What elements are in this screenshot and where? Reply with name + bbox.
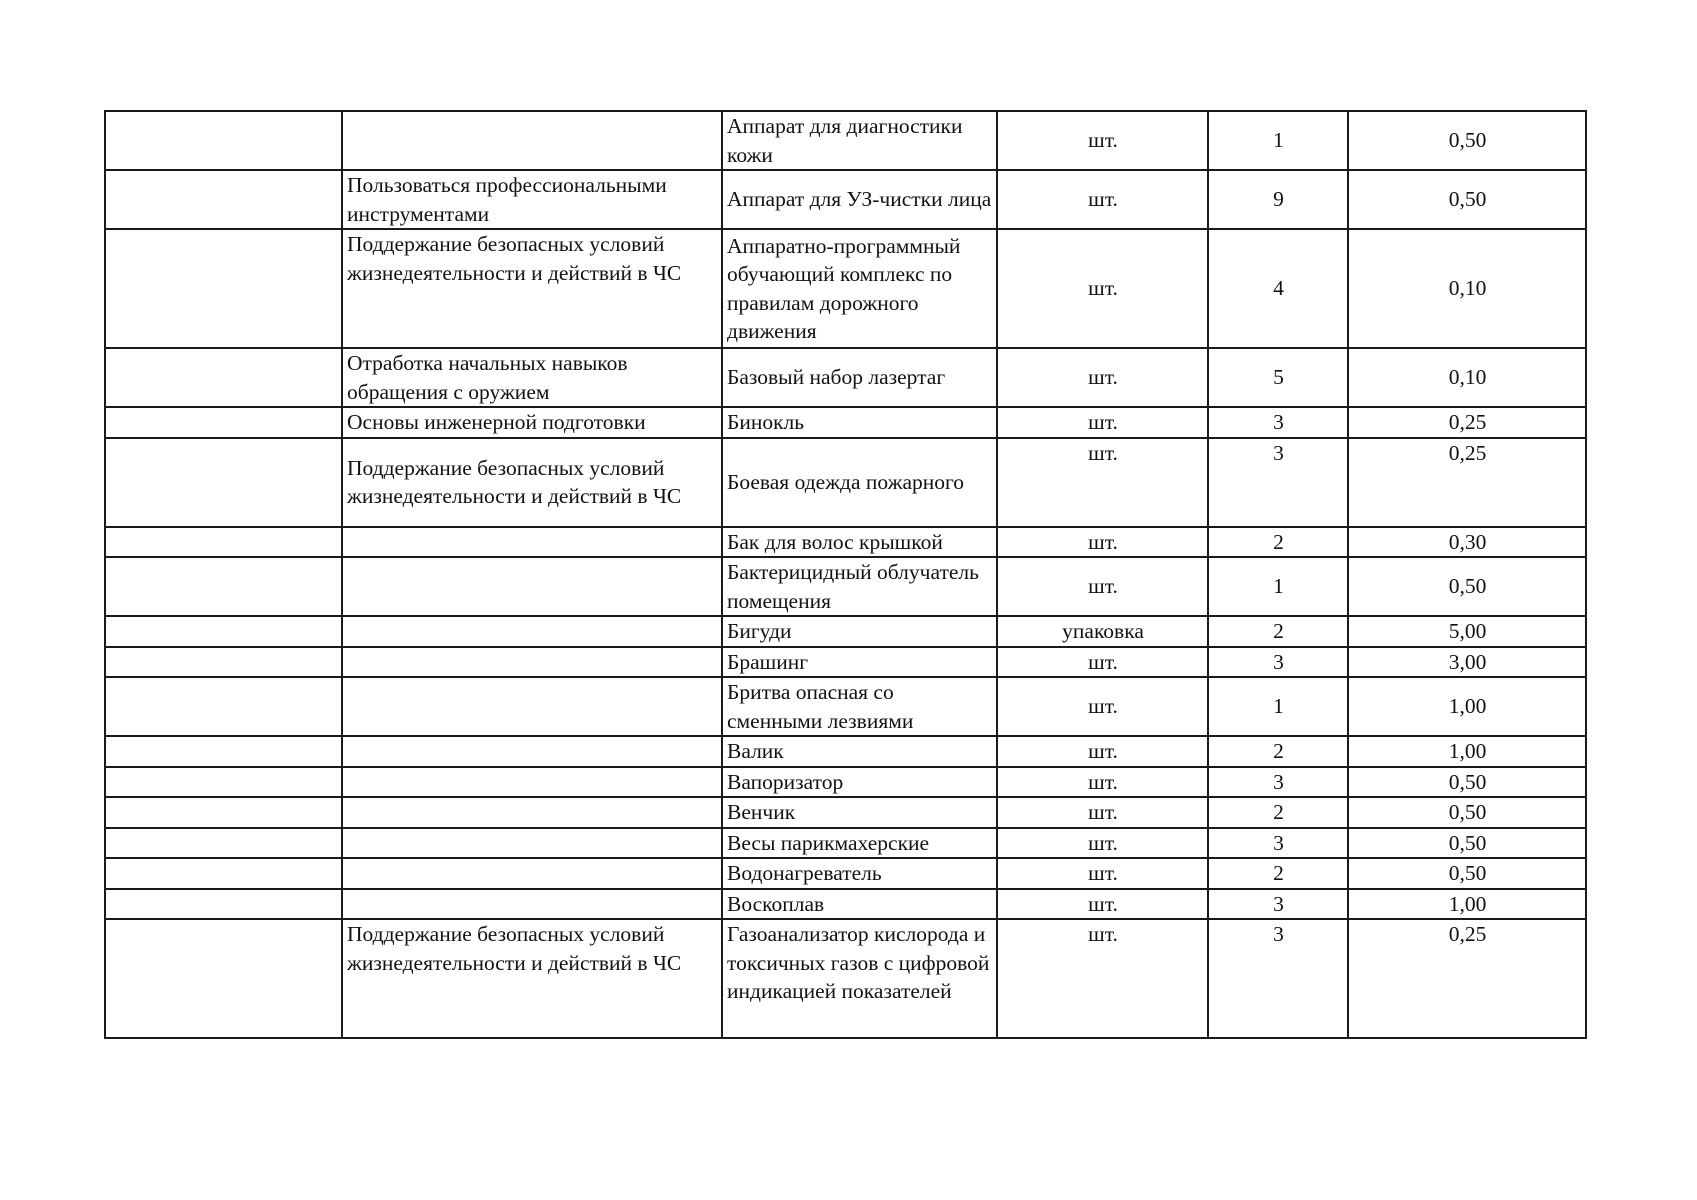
unit-cell: шт.	[997, 736, 1208, 767]
coefficient-cell: 0,50	[1348, 170, 1586, 229]
activity-cell: Пользоваться профессиональными инструментами	[342, 170, 722, 229]
activity-cell	[342, 828, 722, 859]
table-row	[105, 438, 1586, 527]
blank-cell	[105, 828, 342, 859]
coefficient-cell: 1,00	[1348, 677, 1586, 736]
unit-cell: шт.	[997, 828, 1208, 859]
activity-cell	[342, 111, 722, 170]
blank-cell	[105, 438, 342, 527]
quantity-cell: 3	[1208, 889, 1348, 920]
item-name-cell: Весы парикмахерские	[722, 828, 997, 859]
activity-cell: Отработка начальных навыков обращения с оружием	[342, 348, 722, 407]
blank-cell	[105, 767, 342, 798]
table-row	[105, 111, 1586, 170]
coefficient-cell: 1,00	[1348, 736, 1586, 767]
activity-cell	[342, 557, 722, 616]
coefficient-cell: 0,50	[1348, 767, 1586, 798]
blank-cell	[105, 111, 342, 170]
coefficient-cell: 0,10	[1348, 229, 1586, 348]
unit-cell: шт.	[997, 889, 1208, 920]
activity-cell	[342, 767, 722, 798]
item-name-cell: Бактерицидный облучатель помещения	[722, 557, 997, 616]
unit-cell: шт.	[997, 348, 1208, 407]
blank-cell	[105, 557, 342, 616]
unit-cell: шт.	[997, 229, 1208, 348]
item-name-cell: Водонагреватель	[722, 858, 997, 889]
item-name-cell: Венчик	[722, 797, 997, 828]
table-row	[105, 348, 1586, 407]
blank-cell	[105, 919, 342, 1038]
unit-cell: шт.	[997, 858, 1208, 889]
item-name-cell: Брашинг	[722, 647, 997, 678]
quantity-cell: 1	[1208, 111, 1348, 170]
item-name-cell: Газоанализатор кислорода и токсичных газов с цифровой индикацией показателей	[722, 919, 997, 1038]
item-name-cell: Бритва опасная со сменными лезвиями	[722, 677, 997, 736]
coefficient-cell: 0,50	[1348, 557, 1586, 616]
table-row	[105, 828, 1586, 859]
table-row	[105, 736, 1586, 767]
quantity-cell: 2	[1208, 616, 1348, 647]
item-name-cell: Валик	[722, 736, 997, 767]
activity-cell	[342, 858, 722, 889]
quantity-cell: 3	[1208, 767, 1348, 798]
activity-cell	[342, 677, 722, 736]
activity-cell	[342, 647, 722, 678]
coefficient-cell: 0,50	[1348, 797, 1586, 828]
coefficient-cell: 0,50	[1348, 828, 1586, 859]
unit-cell: шт.	[997, 557, 1208, 616]
quantity-cell: 3	[1208, 438, 1348, 527]
coefficient-cell: 0,30	[1348, 527, 1586, 558]
item-name-cell: Аппарат для УЗ-чистки лица	[722, 170, 997, 229]
coefficient-cell: 0,50	[1348, 111, 1586, 170]
table-row	[105, 889, 1586, 920]
coefficient-cell: 5,00	[1348, 616, 1586, 647]
blank-cell	[105, 170, 342, 229]
blank-cell	[105, 647, 342, 678]
coefficient-cell: 1,00	[1348, 889, 1586, 920]
quantity-cell: 2	[1208, 858, 1348, 889]
table-row	[105, 797, 1586, 828]
activity-cell	[342, 797, 722, 828]
unit-cell: шт.	[997, 647, 1208, 678]
item-name-cell: Аппаратно-программный обучающий комплекс по правилам дорожного движения	[722, 229, 997, 348]
table-row	[105, 677, 1586, 736]
table-row	[105, 767, 1586, 798]
activity-cell	[342, 889, 722, 920]
quantity-cell: 1	[1208, 557, 1348, 616]
item-name-cell: Вапоризатор	[722, 767, 997, 798]
coefficient-cell: 3,00	[1348, 647, 1586, 678]
quantity-cell: 9	[1208, 170, 1348, 229]
coefficient-cell: 0,50	[1348, 858, 1586, 889]
coefficient-cell: 0,25	[1348, 919, 1586, 1038]
unit-cell: шт.	[997, 797, 1208, 828]
table-row	[105, 919, 1586, 1038]
blank-cell	[105, 858, 342, 889]
coefficient-cell: 0,10	[1348, 348, 1586, 407]
table-row	[105, 170, 1586, 229]
unit-cell: шт.	[997, 111, 1208, 170]
table-row	[105, 229, 1586, 348]
blank-cell	[105, 527, 342, 558]
unit-cell: шт.	[997, 407, 1208, 438]
quantity-cell: 2	[1208, 797, 1348, 828]
item-name-cell: Воскоплав	[722, 889, 997, 920]
activity-cell: Поддержание безопасных условий жизнедеятельности и действий в ЧС	[342, 229, 722, 348]
unit-cell: шт.	[997, 438, 1208, 527]
quantity-cell: 2	[1208, 736, 1348, 767]
item-name-cell: Аппарат для диагностики кожи	[722, 111, 997, 170]
table-row	[105, 616, 1586, 647]
quantity-cell: 4	[1208, 229, 1348, 348]
coefficient-cell: 0,25	[1348, 407, 1586, 438]
blank-cell	[105, 407, 342, 438]
unit-cell: шт.	[997, 919, 1208, 1038]
unit-cell: шт.	[997, 677, 1208, 736]
blank-cell	[105, 616, 342, 647]
blank-cell	[105, 889, 342, 920]
quantity-cell: 5	[1208, 348, 1348, 407]
quantity-cell: 2	[1208, 527, 1348, 558]
blank-cell	[105, 797, 342, 828]
activity-cell	[342, 736, 722, 767]
item-name-cell: Бигуди	[722, 616, 997, 647]
item-name-cell: Базовый набор лазертаг	[722, 348, 997, 407]
unit-cell: шт.	[997, 767, 1208, 798]
blank-cell	[105, 677, 342, 736]
blank-cell	[105, 348, 342, 407]
activity-cell: Поддержание безопасных условий жизнедеятельности и действий в ЧС	[342, 919, 722, 1038]
activity-cell	[342, 527, 722, 558]
blank-cell	[105, 229, 342, 348]
table-row	[105, 858, 1586, 889]
table-body	[105, 111, 1586, 1038]
quantity-cell: 3	[1208, 647, 1348, 678]
quantity-cell: 1	[1208, 677, 1348, 736]
quantity-cell: 3	[1208, 828, 1348, 859]
activity-cell	[342, 616, 722, 647]
table-row	[105, 557, 1586, 616]
coefficient-cell: 0,25	[1348, 438, 1586, 527]
blank-cell	[105, 736, 342, 767]
quantity-cell: 3	[1208, 407, 1348, 438]
unit-cell: шт.	[997, 527, 1208, 558]
quantity-cell: 3	[1208, 919, 1348, 1038]
unit-cell: шт.	[997, 170, 1208, 229]
item-name-cell: Бинокль	[722, 407, 997, 438]
unit-cell: упаковка	[997, 616, 1208, 647]
activity-cell: Поддержание безопасных условий жизнедеятельности и действий в ЧС	[342, 438, 722, 527]
item-name-cell: Боевая одежда пожарного	[722, 438, 997, 527]
activity-cell: Основы инженерной подготовки	[342, 407, 722, 438]
table-row	[105, 527, 1586, 558]
equipment-table	[104, 110, 1587, 1039]
item-name-cell: Бак для волос крышкой	[722, 527, 997, 558]
table-row	[105, 407, 1586, 438]
table-row	[105, 647, 1586, 678]
